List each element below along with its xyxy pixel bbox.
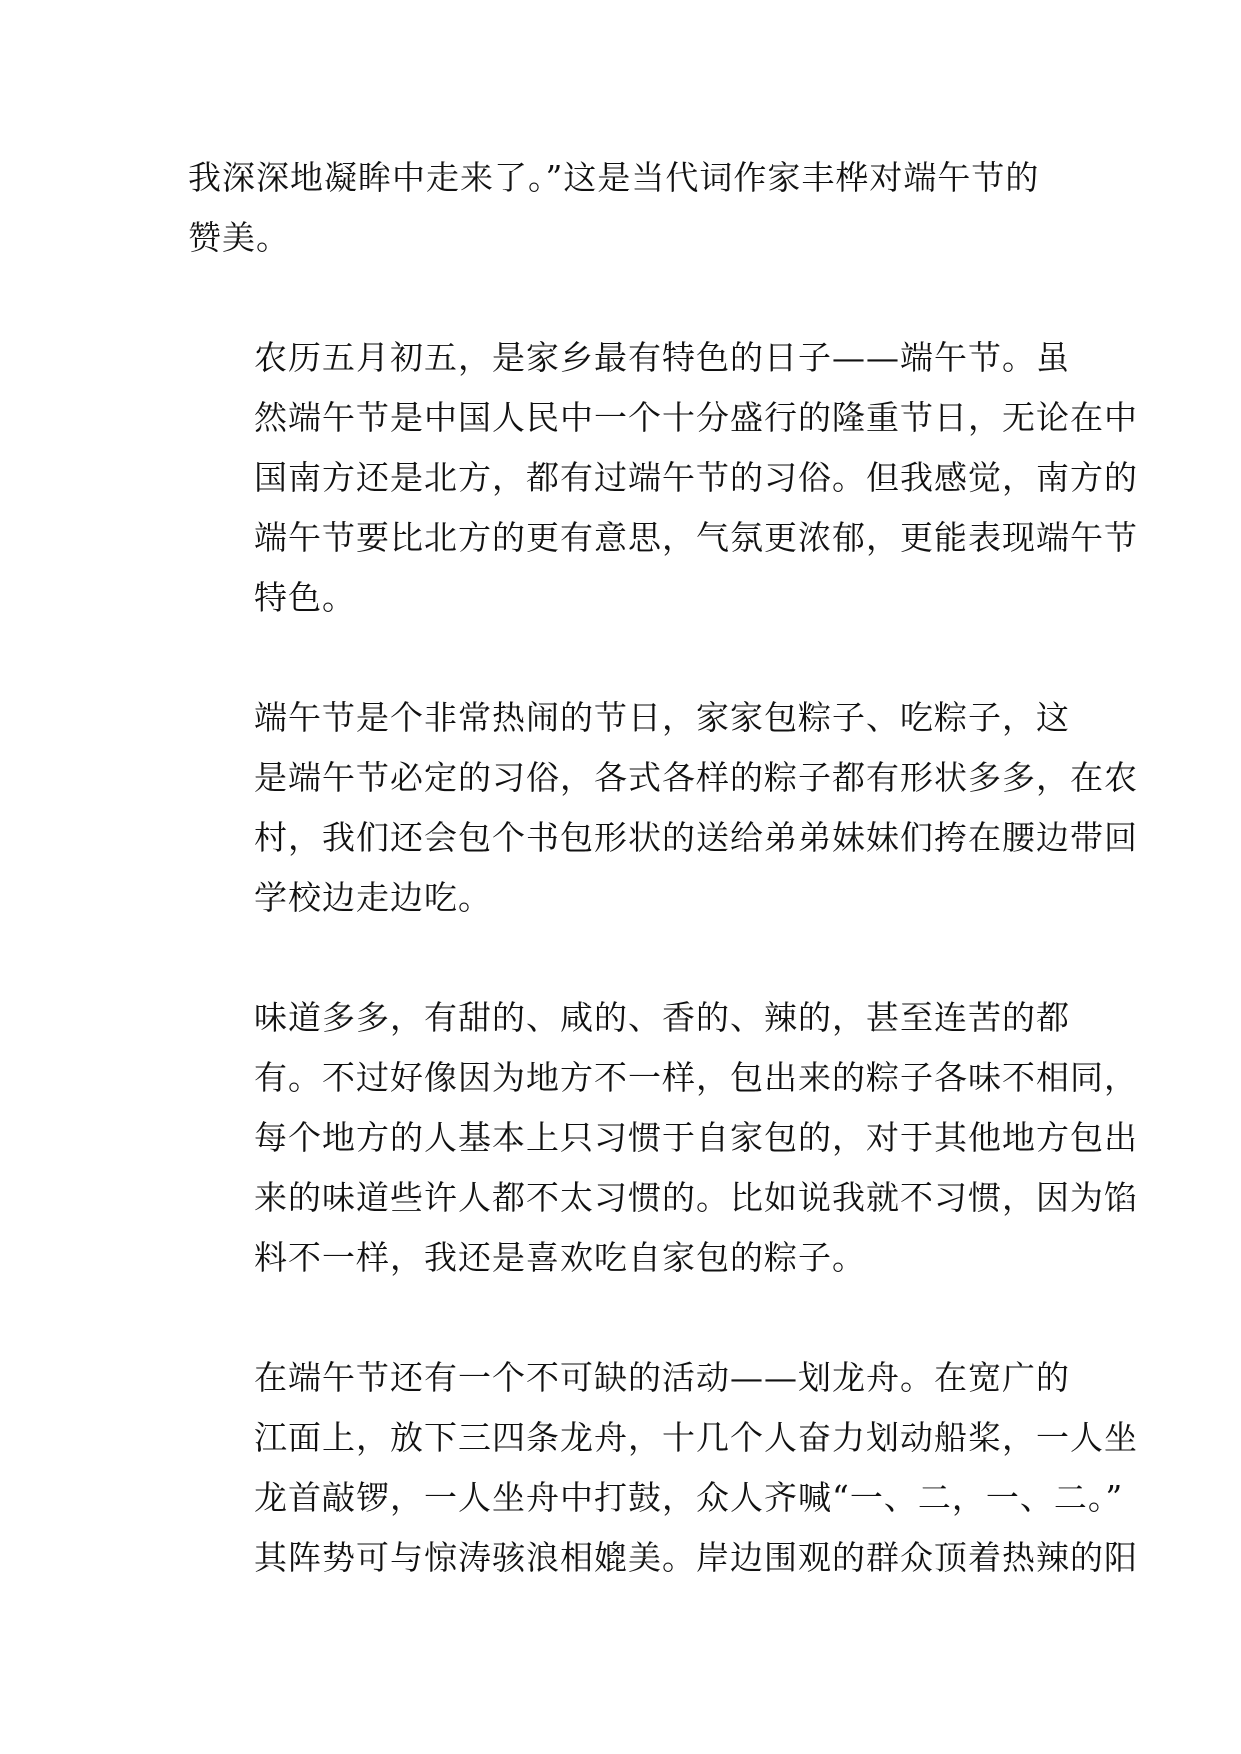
paragraph <box>188 1348 1138 1588</box>
text-line: 特色。 <box>254 578 356 617</box>
text-line: 是端午节必定的习俗，各式各样的粽子都有形状多多，在农 <box>254 758 1138 797</box>
text-line: 端午节要比北方的更有意思，气氛更浓郁，更能表现端午节 <box>254 518 1138 557</box>
paragraph <box>188 988 1138 1288</box>
text-line: 农历五月初五，是家乡最有特色的日子——端午节。虽 <box>254 338 1070 377</box>
paragraph <box>188 328 1138 628</box>
text-line: 料不一样，我还是喜欢吃自家包的粽子。 <box>254 1238 866 1277</box>
document-body <box>188 148 1138 1648</box>
text-line: 村，我们还会包个书包形状的送给弟弟妹妹们挎在腰边带回 <box>254 818 1138 857</box>
text-line: 来的味道些许人都不太习惯的。比如说我就不习惯，因为馅 <box>254 1178 1138 1217</box>
paragraph <box>188 148 1056 268</box>
paragraph <box>188 688 1138 928</box>
text-line: 其阵势可与惊涛骇浪相媲美。岸边围观的群众顶着热辣的阳 <box>254 1538 1138 1577</box>
text-line: 味道多多，有甜的、咸的、香的、辣的，甚至连苦的都 <box>254 998 1070 1037</box>
text-line: 国南方还是北方，都有过端午节的习俗。但我感觉，南方的 <box>254 458 1138 497</box>
text-line: 在端午节还有一个不可缺的活动——划龙舟。在宽广的 <box>254 1358 1070 1397</box>
text-line: 学校边走边吃。 <box>254 878 492 917</box>
text-line: 端午节是个非常热闹的节日，家家包粽子、吃粽子，这 <box>254 698 1070 737</box>
text-line: 龙首敲锣，一人坐舟中打鼓，众人齐喊“一、二，一、二。” <box>254 1478 1124 1517</box>
text-line: 我深深地凝眸中走来了。”这是当代词作家丰桦对端午节的 <box>188 158 1040 197</box>
text-line: 江面上，放下三四条龙舟，十几个人奋力划动船桨，一人坐 <box>254 1418 1138 1457</box>
text-line: 有。不过好像因为地方不一样，包出来的粽子各味不相同， <box>254 1058 1138 1097</box>
text-line: 每个地方的人基本上只习惯于自家包的，对于其他地方包出 <box>254 1118 1138 1157</box>
text-line: 赞美。 <box>188 218 290 257</box>
text-line: 然端午节是中国人民中一个十分盛行的隆重节日，无论在中 <box>254 398 1138 437</box>
